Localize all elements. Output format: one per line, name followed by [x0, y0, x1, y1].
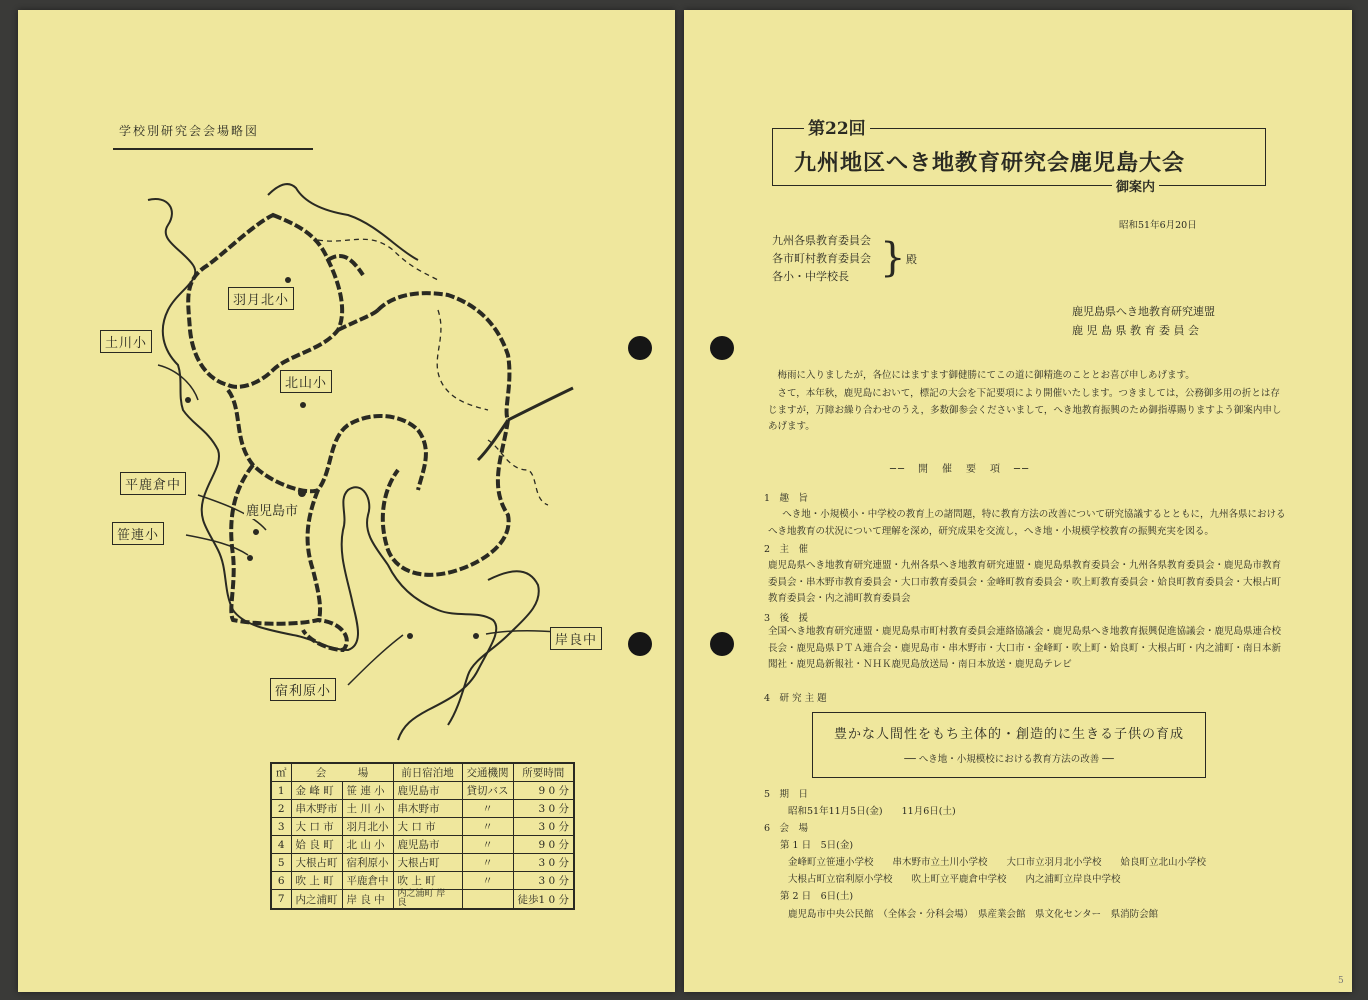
greeting-paragraph: 梅雨に入りましたが，各位にはますます御健勝にてこの道に御精進のこととお喜び申しあげます。 [777, 370, 1195, 381]
road-north-link [328, 256, 378, 330]
punch-hole [628, 632, 652, 656]
row-town: 金 峰 町 [291, 782, 342, 800]
sender: 鹿児島県へき地教育研究連盟 [1072, 305, 1215, 318]
row-school: 北 山 小 [342, 836, 393, 854]
research-theme-sub: ── へき地・小規模校における教育方法の改善 ── [904, 754, 1114, 765]
row-number: 6 [271, 872, 291, 890]
outline-heading: 開 催 要 項 [918, 464, 1003, 475]
row-lodging: 鹿児島市 [393, 782, 462, 800]
label-kishira: 岸良中 [550, 627, 602, 650]
arrow-sasare [186, 535, 248, 555]
title-subtitle: 御案内 [1112, 176, 1159, 195]
section-body: 全国へき地教育研究連盟・鹿児島県市町村教育委員会連絡協議会・鹿児島県へき地教育振興促進協議会・鹿児島県連合校長会・鹿児島県ＰＴＡ連合会・鹿児島市・串木野市・大口市・金峰町・吹上町・姶良町・大根占町・内之浦町・南日本新聞社・鹿児島新報社・ＮＨＫ鹿児島放送局・南日本放送・鹿児島テレビ [768, 626, 1282, 671]
row-town: 内之浦町 [291, 890, 342, 910]
section-body: 昭和51年11月5日(金) 11月6日(土) [788, 806, 956, 817]
label-sasare: 笹連小 [112, 522, 164, 545]
row-school: 平鹿倉中 [342, 872, 393, 890]
venue-list: 鹿児島市中央公民館 （全体会・分科会場） 県産業会館 県文化センター 県消防会館 [788, 909, 1159, 920]
road-east [378, 293, 509, 575]
arrow-tsuchikawa [158, 365, 198, 400]
row-school: 羽月北小 [342, 818, 393, 836]
row-lodging: 串木野市 [393, 800, 462, 818]
row-school: 岸 良 中 [342, 890, 393, 910]
row-number: 5 [271, 854, 291, 872]
research-theme: 豊かな人間性をもち主体的・創造的に生きる子供の育成 [833, 727, 1184, 742]
punch-hole [628, 336, 652, 360]
row-transport [462, 890, 513, 910]
table-header: 会 場 [291, 763, 393, 782]
section-body: へき地・小規模小・中学校の教育上の諸問題，特に教育方法の改善について研究協議するとともに，九州各県における へき地教育の状況について理解を深め，研究成果を交流し，へき地・小規模学校教育の振興充実を図る。 [768, 509, 1286, 537]
label-shukuribaru: 宿利原小 [270, 678, 336, 701]
table-row [271, 782, 574, 800]
section-title: 6 会 場 [764, 823, 809, 834]
label-kagoshima-city: 鹿児島市 [244, 500, 300, 519]
table-row [271, 800, 574, 818]
table-row [271, 836, 574, 854]
row-town: 姶 良 町 [291, 836, 342, 854]
row-number: 3 [271, 818, 291, 836]
school-dot-tsuchikawa [185, 397, 191, 403]
left-page [18, 10, 675, 992]
venue-list: 金峰町立笹連小学校 串木野市立土川小学校 大口市立羽月北小学校 姶良町立北山小学校 [788, 857, 1207, 868]
section-title: 2 主 催 [764, 544, 809, 555]
table-header-row [271, 763, 574, 782]
research-theme-box [812, 712, 1206, 778]
honorific: 殿 [906, 253, 917, 266]
addressee: 各市町村教育委員会 [772, 252, 871, 266]
venue-list: 大根占町立宿利原小学校 吹上町立平鹿倉中学校 内之浦町立岸良中学校 [788, 874, 1121, 885]
venue-table [270, 762, 575, 910]
row-school: 土 川 小 [342, 800, 393, 818]
row-town: 大根占町 [291, 854, 342, 872]
row-town: 串木野市 [291, 800, 342, 818]
coastline-east [268, 184, 539, 725]
punch-hole [710, 336, 734, 360]
school-dot-hatsukikita [285, 277, 291, 283]
city-dot-kagoshima [298, 489, 306, 497]
sender-list [1072, 302, 1215, 341]
label-hirakakura: 平鹿倉中 [120, 472, 186, 495]
row-time: 3 0 分 [513, 854, 574, 872]
row-school: 宿利原小 [342, 854, 393, 872]
school-dot-kitayama [300, 402, 306, 408]
page-number: 5 [1338, 976, 1344, 986]
row-lodging: 鹿児島市 [393, 836, 462, 854]
row-lodging: 大根占町 [393, 854, 462, 872]
table-header: 交通機関 [462, 763, 513, 782]
school-dot-hirakakura [253, 529, 259, 535]
row-lodging: 内之浦町 岸 良 [393, 890, 462, 910]
row-transport: 貸切バス [462, 782, 513, 800]
venue-day1: 第 1 日 5日(金) [780, 840, 854, 851]
section-title: 3 後 援 [764, 613, 809, 624]
sender: 鹿 児 島 県 教 育 委 員 会 [1072, 324, 1199, 338]
section-body: 鹿児島県へき地教育研究連盟・九州各県へき地教育研究連盟・鹿児島県教育委員会・九州各県教育委員会・鹿児島市教育委員会・串木野市教育委員会・大口市教育委員会・金峰町教育委員会・吹上町教育委員会・姶良町教育委員会・大根占町教育委員会・内之浦町教育委員会 [768, 560, 1282, 605]
row-town: 大 口 市 [291, 818, 342, 836]
section-title: 4 研 究 主 題 [764, 693, 827, 704]
table-row [271, 890, 574, 910]
row-number: 4 [271, 836, 291, 854]
row-number: 1 [271, 782, 291, 800]
school-dot-shukuribaru [407, 633, 413, 639]
punch-hole [710, 632, 734, 656]
row-time: 9 0 分 [513, 836, 574, 854]
map-title: 学校別研究会会場略図 [119, 124, 260, 138]
row-number: 2 [271, 800, 291, 818]
greeting-paragraph: さて，本年秋，鹿児島において，標記の大会を下記要項により開催いたします。つきましては，公務御多用の折とは存じますが，万障お繰り合わせのうえ，多数御参会くださいまして，へき地教育振興のため御指導賜りますよう御案内申しあげます。 [768, 388, 1282, 433]
school-dot-kishira [473, 633, 479, 639]
row-town: 吹 上 町 [291, 872, 342, 890]
road-east-spur [478, 388, 573, 460]
row-transport: 〃 [462, 872, 513, 890]
label-kitayama: 北山小 [280, 370, 332, 393]
coastline [148, 199, 496, 740]
addressee: 九州各県教育委員会 [772, 234, 871, 247]
row-time: 3 0 分 [513, 872, 574, 890]
table-row [271, 818, 574, 836]
row-transport: 〃 [462, 800, 513, 818]
right-page [684, 10, 1352, 992]
row-transport: 〃 [462, 854, 513, 872]
row-transport: 〃 [462, 836, 513, 854]
label-hatsukikita: 羽月北小 [228, 287, 294, 310]
title-edition: 第22回 [804, 114, 870, 139]
label-tsuchikawa: 土川小 [100, 330, 152, 353]
addressee: 各小・中学校長 [772, 270, 849, 284]
row-number: 7 [271, 890, 291, 910]
table-header: ㎡ [271, 763, 291, 782]
section-title: 5 期 日 [764, 789, 809, 800]
row-transport: 〃 [462, 818, 513, 836]
outline-heading-wrap: ── 開 催 要 項 ── [890, 464, 1031, 475]
map-drawing [18, 10, 675, 770]
row-lodging: 大 口 市 [393, 818, 462, 836]
brace: } [880, 235, 906, 281]
row-time: 徒歩1 0 分 [513, 890, 574, 910]
row-time: 3 0 分 [513, 800, 574, 818]
page-title: 九州地区へき地教育研究会鹿児島大会 [794, 150, 1186, 176]
river-dash [318, 239, 548, 505]
row-time: 3 0 分 [513, 818, 574, 836]
table-row [271, 854, 574, 872]
row-lodging: 吹 上 町 [393, 872, 462, 890]
section-title: 1 趣 旨 [764, 493, 809, 504]
table-row [271, 872, 574, 890]
table-header: 前日宿泊地 [393, 763, 462, 782]
document-date: 昭和51年6月20日 [1119, 220, 1197, 231]
school-dot-sasare [247, 555, 253, 561]
addressee-list [772, 232, 871, 286]
row-time: 9 0 分 [513, 782, 574, 800]
row-school: 笹 連 小 [342, 782, 393, 800]
venue-day2: 第 2 日 6日(土) [780, 891, 854, 902]
table-header: 所要時間 [513, 763, 574, 782]
